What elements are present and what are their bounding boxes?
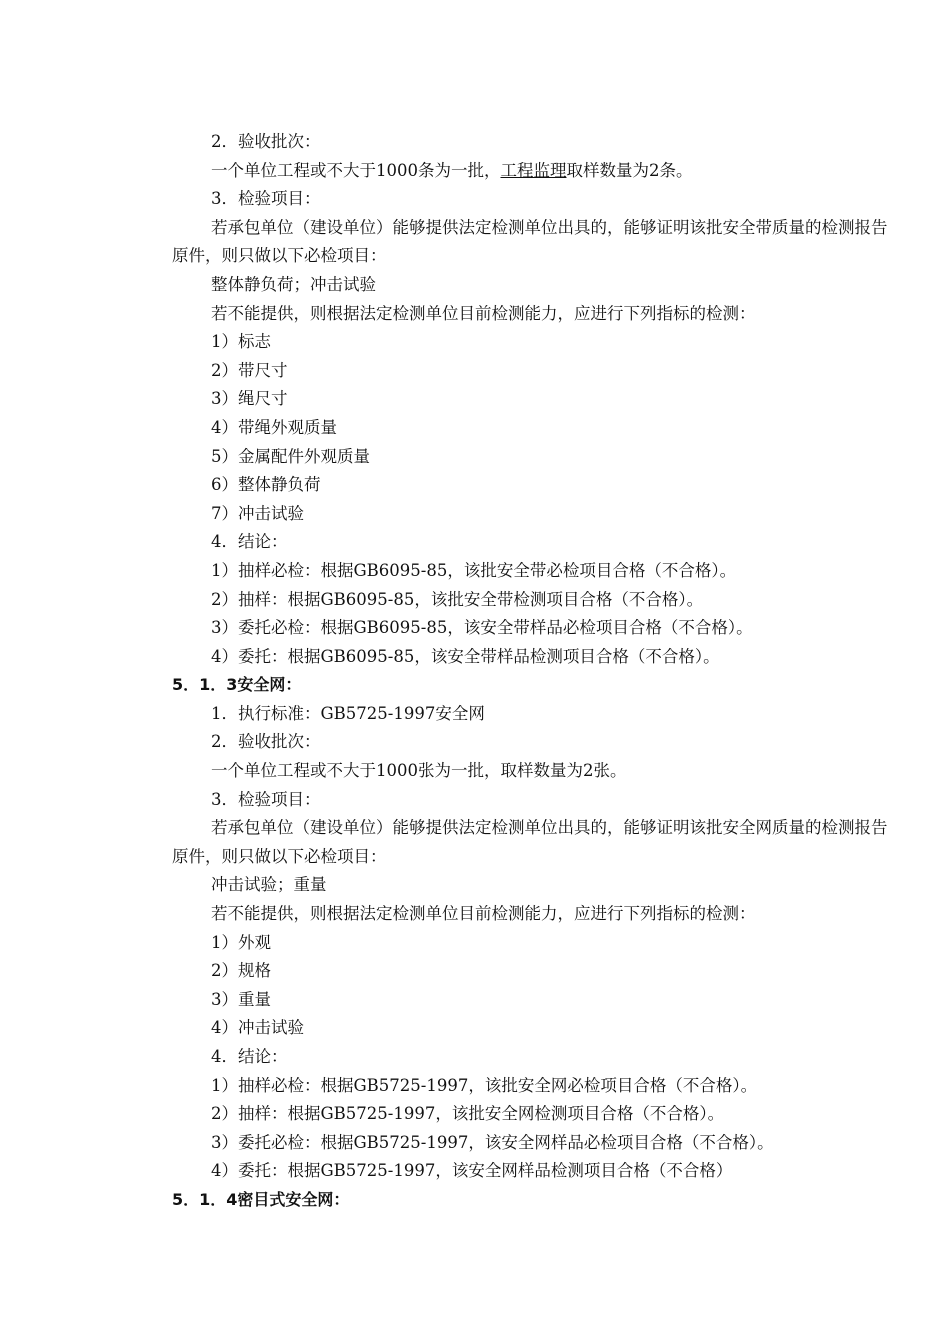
conclusion-item: 1）抽样必检：根据GB6095-85，该批安全带必检项目合格（不合格）。 <box>211 560 737 580</box>
batch-text-pre: 一个单位工程或不大于1000条为一批， <box>211 160 501 180</box>
conclusion-title: 4．结论： <box>211 1047 288 1066</box>
list-item: 7）冲击试验 <box>211 503 304 523</box>
fallback-text: 若不能提供，则根据法定检测单位目前检测能力，应进行下列指标的检测： <box>211 904 756 924</box>
conclusion-item: 4）委托：根据GB6095-85，该安全带样品检测项目合格（不合格）。 <box>211 646 720 666</box>
list-item: 3）绳尺寸 <box>211 389 288 409</box>
items-paragraph: 若承包单位（建设单位）能够提供法定检测单位出具的，能够证明该批安全网质量的检测报告原件，则只做以下必检项目： <box>172 818 888 866</box>
items-title: 3．检验项目： <box>211 189 321 209</box>
engineering-supervision-link[interactable]: 工程监理 <box>500 160 567 180</box>
list-item: 3）重量 <box>211 989 271 1009</box>
items-title: 3．检验项目： <box>211 789 321 809</box>
section-heading-safety-net: 5．1．3安全网： <box>172 675 302 695</box>
conclusion-item: 3）委托必检：根据GB5725-1997，该安全网样品必检项目合格（不合格）。 <box>211 1132 774 1152</box>
required-items: 整体静负荷；冲击试验 <box>211 274 376 294</box>
batch-text <box>172 157 892 186</box>
section-heading-dense-mesh-net: 5．1．4密目式安全网： <box>172 1189 350 1209</box>
fallback-text: 若不能提供，则根据法定检测单位目前检测能力，应进行下列指标的检测： <box>211 303 756 323</box>
list-item: 1）标志 <box>211 332 271 352</box>
conclusion-item: 3）委托必检：根据GB6095-85，该安全带样品必检项目合格（不合格）。 <box>211 618 753 638</box>
page-content <box>172 128 892 1215</box>
list-item: 4）冲击试验 <box>211 1018 304 1038</box>
standard-line: 1．执行标准：GB5725-1997安全网 <box>211 703 485 723</box>
conclusion-title: 4．结论： <box>211 532 288 552</box>
conclusion-item: 4）委托：根据GB5725-1997，该安全网样品检测项目合格（不合格） <box>211 1161 733 1181</box>
required-items: 冲击试验；重量 <box>211 875 327 895</box>
batch-text-post: 取样数量为2条。 <box>566 160 693 180</box>
list-item: 2）带尺寸 <box>211 360 288 380</box>
list-item: 4）带绳外观质量 <box>211 417 337 437</box>
list-item: 1）外观 <box>211 932 271 952</box>
conclusion-item: 1）抽样必检：根据GB5725-1997，该批安全网必检项目合格（不合格）。 <box>211 1075 758 1095</box>
list-item: 5）金属配件外观质量 <box>211 446 370 466</box>
conclusion-item: 2）抽样：根据GB6095-85，该批安全带检测项目合格（不合格）。 <box>211 589 704 609</box>
list-item: 6）整体静负荷 <box>211 475 321 495</box>
batch-text: 一个单位工程或不大于1000张为一批，取样数量为2张。 <box>211 761 627 781</box>
list-item: 2）规格 <box>211 961 271 981</box>
batch-title: 2．验收批次： <box>211 132 321 151</box>
items-paragraph: 若承包单位（建设单位）能够提供法定检测单位出具的，能够证明该批安全带质量的检测报告原件，则只做以下必检项目： <box>172 217 888 266</box>
batch-title: 2．验收批次： <box>211 732 321 752</box>
conclusion-item: 2）抽样：根据GB5725-1997，该批安全网检测项目合格（不合格）。 <box>211 1104 725 1124</box>
